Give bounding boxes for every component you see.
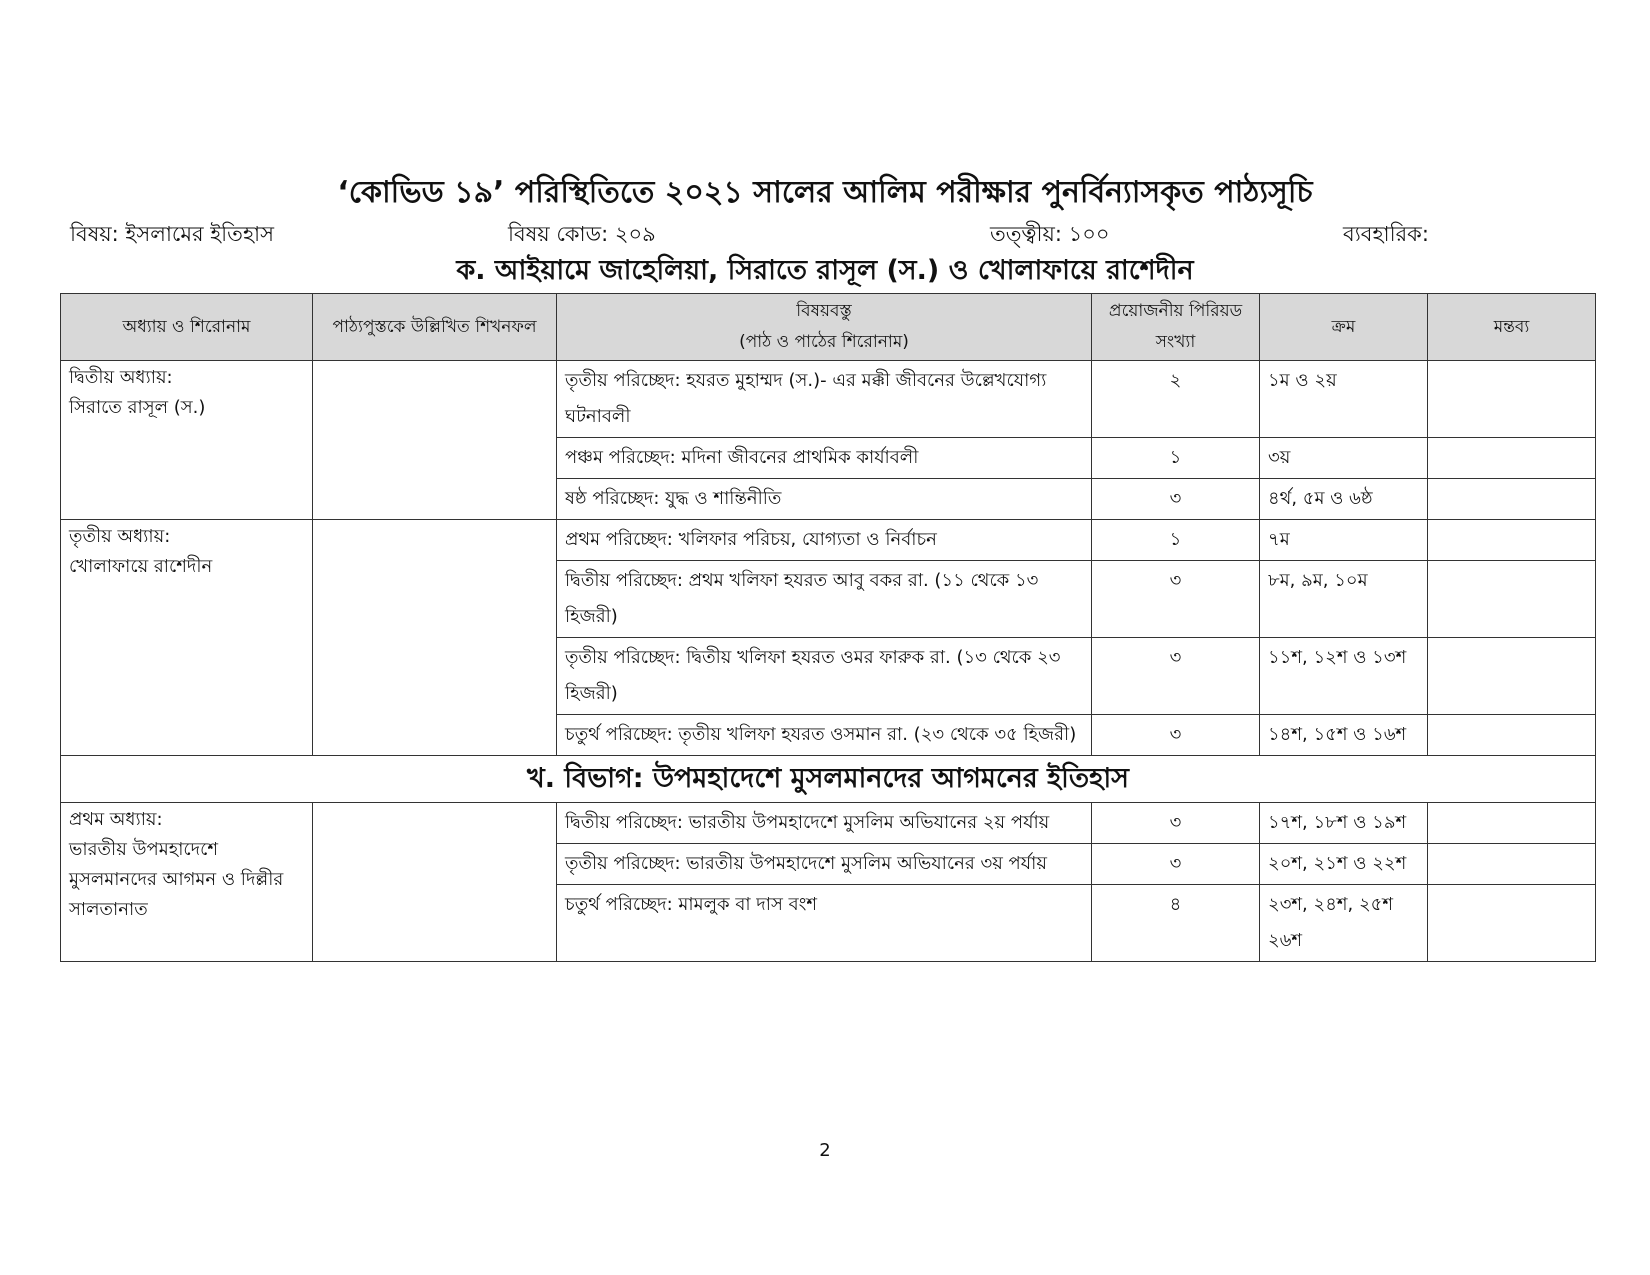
periods-cell: ৩ <box>1092 803 1260 844</box>
chapter-title: খোলাফায়ে রাশেদীন <box>69 556 213 577</box>
chapter-title: সিরাতে রাসূল (স.) <box>69 397 206 418</box>
order-cell: ১১শ, ১২শ ও ১৩শ <box>1260 638 1428 715</box>
content-cell: প্রথম পরিচ্ছেদ: খলিফার পরিচয়, যোগ্যতা ও নির্বাচন <box>557 520 1092 561</box>
chapter-number: দ্বিতীয় অধ্যায়: <box>69 367 173 388</box>
remarks-cell <box>1428 361 1596 438</box>
remarks-cell <box>1428 715 1596 756</box>
outcome-cell <box>313 520 557 756</box>
header-content-main: বিষয়বস্তু <box>796 301 852 321</box>
section-a-title: ক. আইয়ামে জাহেলিয়া, সিরাতে রাসূল (স.) ও খোলাফায়ে রাশেদীন <box>456 255 1194 286</box>
remarks-cell <box>1428 638 1596 715</box>
content-cell: ষষ্ঠ পরিচ্ছেদ: যুদ্ধ ও শান্তিনীতি <box>557 479 1092 520</box>
section-b-row <box>61 756 1596 803</box>
periods-cell: ৩ <box>1092 561 1260 638</box>
periods-cell: ৩ <box>1092 715 1260 756</box>
header-content <box>557 294 1092 361</box>
chapter-number: প্রথম অধ্যায়: <box>69 809 163 830</box>
order-cell: ৮ম, ৯ম, ১০ম <box>1260 561 1428 638</box>
table-header-row <box>61 294 1596 361</box>
theory-marks: তত্ত্বীয়: ১০০ <box>990 222 1110 246</box>
order-cell: ৪র্থ, ৫ম ও ৬ষ্ঠ <box>1260 479 1428 520</box>
remarks-cell <box>1428 479 1596 520</box>
remarks-cell <box>1428 520 1596 561</box>
content-cell: তৃতীয় পরিচ্ছেদ: হযরত মুহাম্মদ (স.)- এর মক্কী জীবনের উল্লেখযোগ্য ঘটনাবলী <box>557 361 1092 438</box>
content-cell: চতুর্থ পরিচ্ছেদ: তৃতীয় খলিফা হযরত ওসমান রা. (২৩ থেকে ৩৫ হিজরী) <box>557 715 1092 756</box>
remarks-cell <box>1428 803 1596 844</box>
header-remarks: মন্তব্য <box>1428 294 1596 361</box>
practical-marks: ব্যবহারিক: <box>1343 222 1429 246</box>
content-cell: দ্বিতীয় পরিচ্ছেদ: প্রথম খলিফা হযরত আবু বকর রা. (১১ থেকে ১৩ হিজরী) <box>557 561 1092 638</box>
remarks-cell <box>1428 438 1596 479</box>
page-number: 2 <box>819 1140 831 1161</box>
content-cell: দ্বিতীয় পরিচ্ছেদ: ভারতীয় উপমহাদেশে মুসলিম অভিযানের ২য় পর্যায় <box>557 803 1092 844</box>
header-periods: প্রয়োজনীয় পিরিয়ড সংখ্যা <box>1092 294 1260 361</box>
outcome-cell <box>313 803 557 962</box>
remarks-cell <box>1428 844 1596 885</box>
content-cell: পঞ্চম পরিচ্ছেদ: মদিনা জীবনের প্রাথমিক কার্যাবলী <box>557 438 1092 479</box>
content-cell: চতুর্থ পরিচ্ছেদ: মামলুক বা দাস বংশ <box>557 885 1092 962</box>
order-cell: ৩য় <box>1260 438 1428 479</box>
periods-cell: ৪ <box>1092 885 1260 962</box>
table-row <box>61 520 1596 561</box>
periods-cell: ৩ <box>1092 638 1260 715</box>
header-outcome: পাঠ্যপুস্তকে উল্লিখিত শিখনফল <box>313 294 557 361</box>
chapter-cell <box>61 803 313 962</box>
subject-code: বিষয় কোড: ২০৯ <box>508 222 656 246</box>
order-cell: ১৪শ, ১৫শ ও ১৬শ <box>1260 715 1428 756</box>
periods-cell: ১ <box>1092 438 1260 479</box>
periods-cell: ৩ <box>1092 479 1260 520</box>
periods-cell: ১ <box>1092 520 1260 561</box>
chapter-number: তৃতীয় অধ্যায়: <box>69 526 171 547</box>
outcome-cell <box>313 361 557 520</box>
subject-label: বিষয়: ইসলামের ইতিহাস <box>70 222 274 246</box>
table-row <box>61 361 1596 438</box>
periods-cell: ৩ <box>1092 844 1260 885</box>
order-cell: ১৭শ, ১৮শ ও ১৯শ <box>1260 803 1428 844</box>
periods-cell: ২ <box>1092 361 1260 438</box>
header-chapter: অধ্যায় ও শিরোনাম <box>61 294 313 361</box>
header-order: ক্রম <box>1260 294 1428 361</box>
section-b-title: খ. বিভাগ: উপমহাদেশে মুসলমানদের আগমনের ইতিহাস <box>61 756 1596 803</box>
header-content-sub: (পাঠ ও পাঠের শিরোনাম) <box>739 332 909 352</box>
chapter-cell <box>61 520 313 756</box>
remarks-cell <box>1428 885 1596 962</box>
content-cell: তৃতীয় পরিচ্ছেদ: দ্বিতীয় খলিফা হযরত ওমর ফারুক রা. (১৩ থেকে ২৩ হিজরী) <box>557 638 1092 715</box>
syllabus-table <box>60 293 1596 962</box>
order-cell: ২০শ, ২১শ ও ২২শ <box>1260 844 1428 885</box>
table-row <box>61 803 1596 844</box>
chapter-title: ভারতীয় উপমহাদেশে মুসলমানদের আগমন ও দিল্লীর সালতানাত <box>69 839 284 920</box>
content-cell: তৃতীয় পরিচ্ছেদ: ভারতীয় উপমহাদেশে মুসলিম অভিযানের ৩য় পর্যায় <box>557 844 1092 885</box>
order-cell: ২৩শ, ২৪শ, ২৫শ ২৬শ <box>1260 885 1428 962</box>
chapter-cell <box>61 361 313 520</box>
order-cell: ৭ম <box>1260 520 1428 561</box>
remarks-cell <box>1428 561 1596 638</box>
page-title: ‘কোভিড ১৯’ পরিস্থিতিতে ২০২১ সালের আলিম পরীক্ষার পুনর্বিন্যাসকৃত পাঠ্যসূচি <box>337 175 1313 210</box>
order-cell: ১ম ও ২য় <box>1260 361 1428 438</box>
